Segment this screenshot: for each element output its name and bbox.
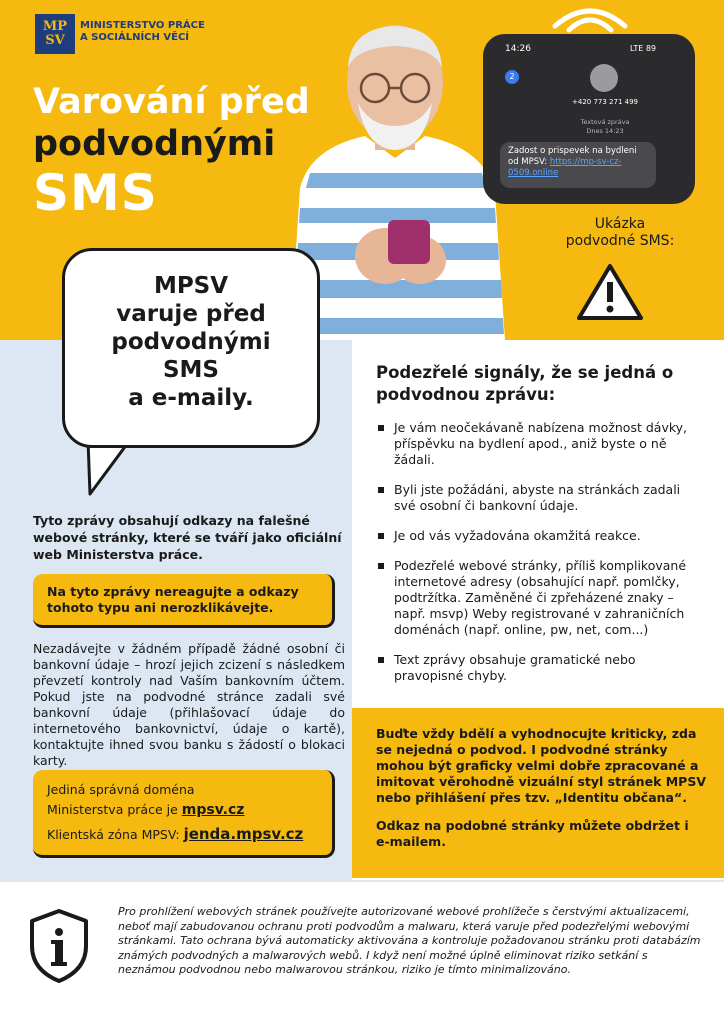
domain-line1: Jediná správná doména (47, 782, 195, 797)
ministry-name (80, 20, 240, 44)
list-item: Je vám neočekávaně nabízena možnost dávky, příspěvku na bydlení apod., aniž byste o ně žádali. (376, 420, 696, 468)
footer-browser-advice: Pro prohlížení webových stránek používejte autorizované webové prohlížeče s čerstvými aktualizacemi, neboť mají zabudovanou ochranu proti podvodům a malwaru, která varuje před podezřelými webovými stránkami. Tato ochrana bývá automaticky aktivována a kontroluje požadovanou stránku proti databázím známých podvodných a malwarových webů. I když není možné úplně eliminovat riziko setkání s neznámou podvodnou nebo malwarovou stránkou, riziko je tímto minimalizováno. (118, 905, 701, 976)
list-item: Text zprávy obsahuje gramatické nebo pravopisné chyby. (376, 652, 696, 684)
sms-meta-time: Dnes 14:23 (586, 127, 624, 135)
speech-bubble-tail (80, 440, 140, 500)
signals-title: Podezřelé signály, že se jedná o podvodnou zprávu: (376, 363, 674, 404)
logo-monogram-top: MP (42, 19, 68, 34)
speech-line3: podvodnými (111, 329, 271, 355)
speech-line5: a e-maily. (128, 385, 254, 411)
domain-line2 (47, 800, 318, 820)
phone-time: 14:26 (505, 44, 531, 54)
info-shield-icon (28, 908, 90, 984)
domain-line3 (47, 824, 318, 845)
headline-line3: SMS (33, 164, 158, 222)
sms-message-bubble (500, 142, 656, 188)
footer-divider (0, 880, 724, 882)
signals-list (376, 420, 696, 698)
phone-back-badge: 2 (505, 70, 519, 84)
advice-paragraph1: Buďte vždy bdělí a vyhodnocujte kriticky, zda se nejedná o podvod. I podvodné stránky mohou být graficky velmi dobře zpracované a imitovat věrohodně vizuální styl stránek MPSV nebo přihlášení přes tzv. „Identitu občana“. (376, 726, 707, 805)
ministry-name-line2: A SOCIÁLNÍCH VĚCÍ (80, 32, 190, 43)
speech-line1: MPSV (153, 273, 229, 299)
official-domain-box (33, 770, 335, 858)
sms-fraud-link: https://mp-sv-cz-0509.online (508, 157, 622, 178)
list-item: Je od vás vyžadována okamžitá reakce. (376, 528, 696, 544)
official-domain-link[interactable]: mpsv.cz (181, 802, 245, 818)
list-item: Podezřelé webové stránky, příliš komplikované internetové adresy (obsahující např. pomlčky, podtržítka. Zaměněné či zpřeházené znaky – např. msvp) Weby registrované v zahraničních doménách (např. online, pw, net, com...) (376, 558, 696, 638)
domain-line3-prefix: Klientská zóna MPSV: (47, 827, 184, 842)
speech-line4: SMS (162, 357, 220, 383)
client-zone-link[interactable]: jenda.mpsv.cz (183, 825, 304, 843)
advice-paragraph2: Odkaz na podobné stránky můžete obdržet i e-mailem. (376, 818, 689, 849)
headline-line1: Varování před (33, 82, 310, 122)
contact-avatar-icon (590, 64, 618, 92)
phone-network-status: LTE 89 (630, 44, 657, 53)
bank-warning-text: Nezadávejte v žádném případě žádné osobní či bankovní údaje – hrozí jejich zcizení s následkem převzetí kontroly nad Vaším bankovním účtem. Pokud jste na podvodné stránce zadali své bankovní údaje (přihlašovací údaje do internetového bankovnictví, údaje o kartě), kontaktujte ihned svou banku s žádostí o blokaci karty. (33, 641, 345, 768)
mpsv-logo (35, 14, 75, 54)
sms-message-text: Zadost o prispevek na bydleni od MPSV: (508, 146, 637, 167)
list-item: Byli jste požádáni, abyste na stránkách zadali své osobní či bankovní údaje. (376, 482, 696, 514)
intro-text: Tyto zprávy obsahují odkazy na falešné webové stránky, které se tváří jako oficiální web Ministerstva práce. (33, 513, 342, 562)
sms-meta (545, 118, 665, 136)
sms-meta-type: Textová zpráva (580, 118, 630, 126)
speech-bubble-text (62, 272, 320, 412)
speech-line2: varuje před (116, 301, 266, 327)
domain-line2-prefix: Ministerstva práce je (47, 802, 182, 817)
headline-line2: podvodnými (33, 124, 276, 164)
advice-text (376, 726, 706, 862)
example-label: Ukázka podvodné SMS: (565, 216, 675, 249)
wifi-signal-icon (545, 0, 635, 34)
ministry-name-line1: MINISTERSTVO PRÁCE (80, 20, 205, 31)
warning-triangle-icon (575, 262, 645, 322)
logo-monogram-bottom: SV (45, 33, 65, 48)
sms-sender-number: +420 773 271 499 (572, 98, 638, 106)
do-not-click-box: Na tyto zprávy nereagujte a odkazy tohoto typu ani nerozklikávejte. (33, 574, 335, 628)
